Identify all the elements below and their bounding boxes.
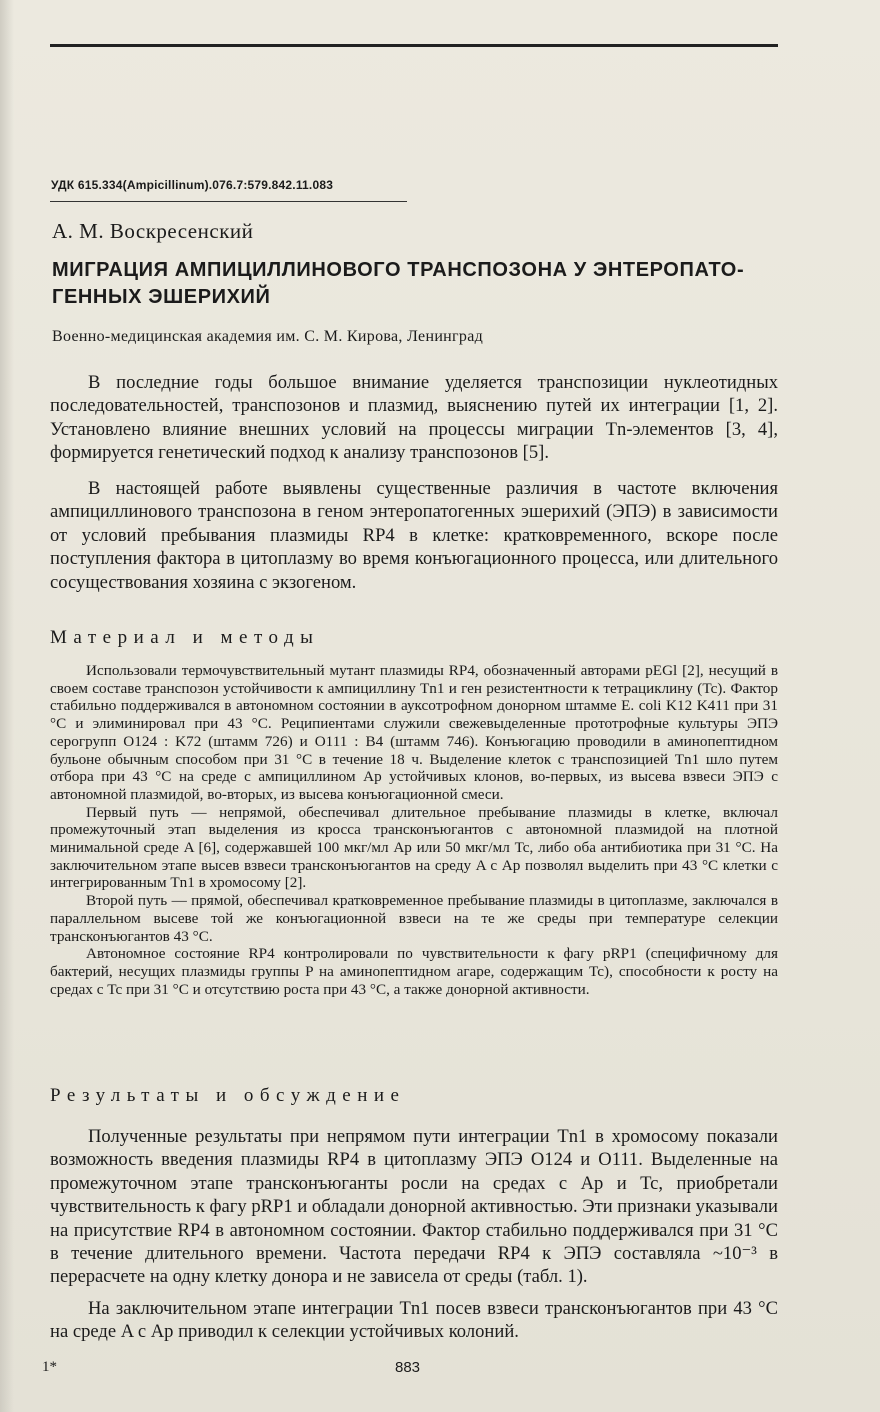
page-number: 883 (395, 1359, 421, 1376)
udc-code: УДК 615.334(Ampicillinum).076.7:579.842.11.083 (51, 178, 334, 192)
page-edge-shadow (0, 0, 14, 1412)
udc-rule (50, 201, 407, 202)
results-heading: Результаты и обсуждение (50, 1085, 406, 1106)
signature-mark: 1* (42, 1359, 57, 1375)
results-paragraph: Полученные результаты при непрямом пути интеграции Tn1 в хромосому показали возможность введения плазмиды RP4 в цитоплазму ЭПЭ O124 и O111. Выделенные на промежуточном этапе трансконъюганты росли на средах с Ap и Tc, приобретали чувствительность к фагу pRP1 и обладали донорной активностью. Эти признаки указывали на присутствие RP4 в автономном состоянии. Фактор стабильно поддерживался при 31 °C в течение длительного времени. Частота передачи RP4 к ЭПЭ составляла ~10⁻³ в перерасчете на одну клетку донора и не зависела от среды (табл. 1). (50, 1126, 778, 1288)
methods-paragraph: Использовали термочувствительный мутант плазмиды RP4, обозначенный авторами pEGl [2], несущий в своем составе транспозон устойчивости к ампициллину Tn1 и ген резистентности к тетрациклину (Tc). Фактор стабильно поддерживался в автономном состоянии в ауксотрофном донорном штамме E. coli K12 K411 при 31 °C и элиминировал при 43 °C. Реципиентами служили свежевыделенные прототрофные культуры ЭПЭ серогрупп O124 : K72 (штамм 726) и O111 : B4 (штамм 746). Конъюгацию проводили в аминопептидном бульоне обычным способом при 31 °C в течение 18 ч. Выделение клеток с транспозицией Tn1 шло путем отбора при 43 °C на среде с ампициллином Ap устойчивых клонов, во-первых, из высева взвеси ЭПЭ с автономной плазмидой, во-вторых, из высева конъюгационной смеси. (50, 662, 778, 803)
methods-paragraph: Первый путь — непрямой, обеспечивал длительное пребывание плазмиды в клетке, включал промежуточный этап выделения из кросса трансконъюгантов с автономной плазмидой на плотной минимальной среде A [6], содержавшей 100 мкг/мл Ap или 50 мкг/мл Tc, либо оба антибиотика при 31 °C. На заключительном этапе высев взвеси трансконъюгантов на среду A с Ap позволял выделить при 43 °C клетки с интегрированным Tn1 в хромосому [2]. (50, 803, 778, 892)
article-title: МИГРАЦИЯ АМПИЦИЛЛИНОВОГО ТРАНСПОЗОНА У ЭНТЕРОПАТО-ГЕННЫХ ЭШЕРИХИЙ (52, 259, 745, 308)
top-rule (50, 44, 778, 47)
results-paragraph: На заключительном этапе интеграции Tn1 посев взвеси трансконъюгантов при 43 °C на среде A с Ap приводил к селекции устойчивых колоний. (50, 1298, 778, 1343)
methods-paragraph: Автономное состояние RP4 контролировали по чувствительности к фагу pRP1 (специфичному для бактерий, несущих плазмиды группы P на аминопептидном агаре, содержащим Tc), способности к росту на средах с Tc при 31 °C и отсутствию роста при 43 °C, а также донорной активности. (50, 945, 778, 998)
intro-paragraph: В последние годы большое внимание уделяется транспозиции нуклеотидных последовательностей, транспозонов и плазмид, выяснению путей их интеграции [1, 2]. Установлено влияние внешних условий на процессы миграции Tn-элементов [3, 4], формируется генетический подход к анализу транспозонов [5]. (50, 372, 778, 464)
results-block-2 (50, 1297, 778, 1344)
methods-paragraph: Второй путь — прямой, обеспечивал кратковременное пребывание плазмиды в цитоплазме, заключался в параллельном высеве той же конъюгационной взвеси на те же среды при температуре селекции трансконъюгантов 43 °C. (50, 892, 778, 945)
results-block-1 (50, 1125, 778, 1289)
intro-paragraph: В настоящей работе выявлены существенные различия в частоте включения ампициллинового транспозона в геном энтеропатогенных эшерихий (ЭПЭ) в зависимости от условий пребывания плазмиды RP4 в клетке: кратковременного, вскоре после поступления фактора в цитоплазму во время конъюгационного процесса, или длительного сосуществования хозяина с экзогеном. (50, 478, 778, 593)
intro-block-2 (50, 477, 778, 594)
methods-heading: Материал и методы (50, 627, 320, 648)
author-name: А. М. Воскресенский (52, 219, 254, 243)
methods-section (50, 662, 778, 998)
affiliation: Военно-медицинская академия им. С. М. Кирова, Ленинград (52, 328, 484, 345)
intro-block-1 (50, 371, 778, 465)
